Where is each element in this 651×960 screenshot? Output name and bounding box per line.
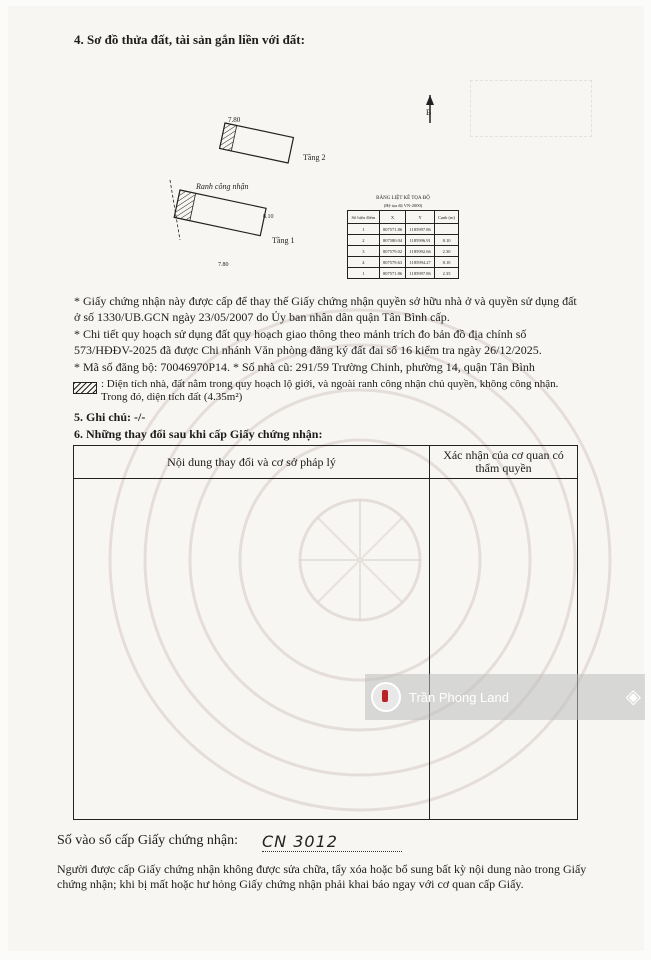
coord-cell: 8.10 bbox=[435, 257, 459, 268]
coord-cell: 1185994.27 bbox=[406, 257, 435, 268]
note-area: Trong đó, diện tích đất (4.35m²) bbox=[101, 391, 243, 403]
changes-content-cell bbox=[74, 479, 430, 820]
coord-row bbox=[348, 257, 459, 268]
coord-row bbox=[348, 268, 459, 279]
faint-stamp bbox=[470, 80, 592, 137]
watermark-banner bbox=[365, 674, 645, 720]
coord-cell bbox=[435, 224, 459, 235]
watermark-corner-icon: ◈ bbox=[625, 686, 641, 708]
changes-confirmation-cell bbox=[430, 479, 578, 820]
coord-cell: 1185992.66 bbox=[406, 246, 435, 257]
note-replacement: * Giấy chứng nhận này được cấp để thay thế Giấy chứng nhận quyền sở hữu nhà ở và quyền sử dụng đất ở số 1330/UB.GCN ngày 23/05/2007 do Ủy ban nhân dân quận Tân Bình cấp. bbox=[74, 294, 577, 324]
dim-top: 7.80 bbox=[228, 116, 241, 124]
dim-right: 8.10 bbox=[263, 214, 274, 220]
coord-cell: 1185997.86 bbox=[406, 268, 435, 279]
col-header: Cạnh (m) bbox=[435, 211, 459, 224]
note-planning: * Chi tiết quy hoạch sử dụng đất quy hoạch giao thông theo mảnh trích đo bản đồ địa chính số 573/HĐĐV-2025 đã được Chi nhánh Văn phòng đăng ký đất đai số 16 kiểm tra ngày 26/12/2025. bbox=[74, 327, 542, 357]
coord-cell: 2.30 bbox=[435, 246, 459, 257]
coord-cell: 8.10 bbox=[435, 235, 459, 246]
coord-cell: 2 bbox=[348, 235, 380, 246]
coord-cell: 807579.02 bbox=[379, 246, 405, 257]
changes-col-content: Nội dung thay đổi và cơ sở pháp lý bbox=[74, 446, 430, 479]
footer-warning: Người được cấp Giấy chứng nhận không được sửa chữa, tẩy xóa hoặc bổ sung bất kỳ nội dung nào trong Giấy chứng nhận; khi bị mất hoặc hư hỏng Giấy chứng nhận phải khai báo ngay với cơ quan cấp Giấy. bbox=[57, 862, 587, 891]
section-4-heading: 4. Sơ đồ thửa đất, tài sản gắn liền với đất: bbox=[74, 32, 305, 47]
coord-cell: 1185997.86 bbox=[406, 224, 435, 235]
dim-bottom: 7.80 bbox=[218, 262, 229, 268]
coord-row bbox=[348, 235, 459, 246]
section-6-heading: 6. Những thay đổi sau khi cấp Giấy chứng nhận: bbox=[74, 427, 323, 441]
north-label: B bbox=[426, 108, 432, 117]
coord-cell: 807571.86 bbox=[379, 268, 405, 279]
note-registration: * Mã số đăng bộ: 70046970P14. * Số nhà cũ: 291/59 Trường Chinh, phường 14, quận Tân Bình bbox=[74, 360, 535, 374]
watermark-avatar-icon bbox=[371, 682, 401, 712]
coord-cell: 807579.63 bbox=[379, 257, 405, 268]
coord-cell: 3 bbox=[348, 246, 380, 257]
coord-table-title: BẢNG LIỆT KÊ TỌA ĐỘ bbox=[376, 196, 430, 201]
coord-cell: 807571.86 bbox=[379, 224, 405, 235]
label-boundary: Ranh công nhận bbox=[196, 182, 249, 191]
coord-cell: 1 bbox=[348, 224, 380, 235]
coord-cell: 807580.04 bbox=[379, 235, 405, 246]
section-5-heading: 5. Ghi chú: -/- bbox=[74, 410, 146, 424]
coord-cell: 1185996.91 bbox=[406, 235, 435, 246]
coordinate-table bbox=[347, 210, 459, 279]
coord-cell: 1 bbox=[348, 268, 380, 279]
coord-cell: 2.35 bbox=[435, 268, 459, 279]
coord-row bbox=[348, 246, 459, 257]
col-header: X bbox=[379, 211, 405, 224]
label-floor-2: Tầng 2 bbox=[303, 153, 326, 162]
coord-cell: 4 bbox=[348, 257, 380, 268]
register-value: CN 3012 bbox=[262, 832, 402, 852]
col-header: Số hiệu điểm bbox=[348, 211, 380, 224]
note-hatch-legend: : Diện tích nhà, đất nằm trong quy hoạch lộ giới, và ngoài ranh công nhận chủ quyền, không công nhận. bbox=[101, 378, 559, 390]
coord-table-subtitle: (Hệ tọa độ VN-2000) bbox=[383, 203, 423, 208]
changes-col-confirmation: Xác nhận của cơ quan có thẩm quyền bbox=[430, 446, 578, 479]
changes-table bbox=[73, 445, 578, 820]
label-floor-1: Tầng 1 bbox=[272, 236, 295, 245]
hatch-legend-icon bbox=[73, 379, 97, 397]
coord-row bbox=[348, 224, 459, 235]
watermark-text: Trần Phong Land bbox=[409, 689, 509, 705]
col-header: Y bbox=[406, 211, 435, 224]
register-label: Số vào sổ cấp Giấy chứng nhận: bbox=[57, 833, 238, 848]
